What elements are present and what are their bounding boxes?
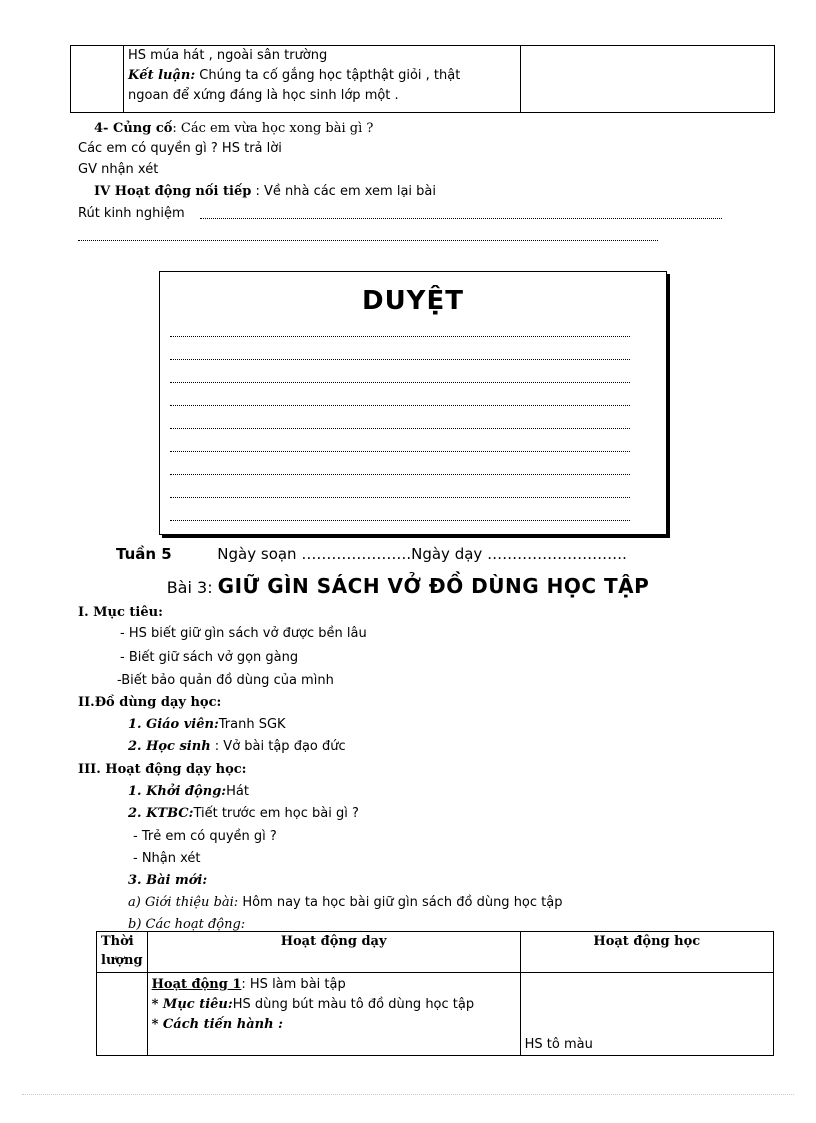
goal-line <box>152 995 516 1015</box>
warmup-label: 1. Khởi động: <box>128 784 227 799</box>
learning-cell <box>520 973 773 1056</box>
prep-date-dots: ………………… <box>301 545 407 563</box>
goal-label: * Mục tiêu: <box>151 997 233 1012</box>
week-line <box>116 545 627 563</box>
teaching-cell <box>147 973 520 1056</box>
activity1-text: : HS làm bài tập <box>241 977 346 992</box>
page-footer-rule <box>22 1094 794 1095</box>
consolidation-line-3: GV nhận xét <box>78 162 159 177</box>
goal-text: HS dùng bút màu tô đồ dùng học tập <box>232 997 475 1012</box>
teach-date-dots: ………………………. <box>487 545 627 563</box>
teach-date-label: .Ngày dạy <box>406 545 483 563</box>
intro-line <box>128 895 562 911</box>
new-lesson-heading: 3. Bài mới: <box>128 873 208 888</box>
time-cell <box>71 46 124 113</box>
table-header-row <box>97 932 774 973</box>
student-label: 2. Học sinh <box>128 739 211 754</box>
follow-up-line <box>94 184 436 200</box>
time-cell <box>97 973 148 1056</box>
consolidation-line <box>94 121 373 137</box>
approval-dots <box>170 428 630 429</box>
teacher-material <box>128 717 286 733</box>
learning-cell <box>521 46 775 113</box>
conclusion-text: Chúng ta cố gắng học tậpthật giỏi , thật <box>195 68 461 83</box>
teacher-label: 1. Giáo viên: <box>128 717 219 732</box>
approval-dots <box>170 382 630 383</box>
sub-activities-heading: b) Các hoạt động: <box>128 917 246 932</box>
experience-dots <box>200 218 722 219</box>
approval-dots <box>170 405 630 406</box>
consolidation-text: : Các em vừa học xong bài gì ? <box>172 121 374 136</box>
activity1-label: Hoạt động 1 <box>151 977 242 992</box>
lesson-title <box>0 574 816 598</box>
student-action: HS tô màu <box>524 1037 593 1052</box>
review-question: - Trẻ em có quyền gì ? <box>133 829 277 844</box>
week-label: Tuần 5 <box>116 545 172 563</box>
experience-label: Rút kinh nghiệm <box>78 206 185 221</box>
column-header-teaching: Hoạt động dạy <box>147 932 520 973</box>
lesson-plan-table <box>96 931 774 1056</box>
top-table <box>70 45 775 113</box>
review-question: - Nhận xét <box>133 851 201 866</box>
column-header-learning: Hoạt động học <box>520 932 773 973</box>
conclusion-label: Kết luận: <box>128 68 196 83</box>
activity-line: HS múa hát , ngoài sân trường <box>128 48 328 63</box>
objective-item: - Biết giữ sách vở gọn gàng <box>120 650 299 665</box>
approval-title: DUYỆT <box>361 286 465 316</box>
table-row <box>71 46 775 113</box>
teaching-cell <box>124 46 521 113</box>
method-label: * Cách tiến hành : <box>151 1017 283 1032</box>
approval-dots <box>170 336 630 337</box>
approval-dots <box>170 451 630 452</box>
lesson-prefix: Bài 3: <box>166 578 218 597</box>
table-row <box>97 973 774 1056</box>
teacher-text: Tranh SGK <box>218 717 286 732</box>
student-material <box>128 739 346 755</box>
activities-heading: III. Hoạt động dạy học: <box>78 762 247 777</box>
prep-date-label: Ngày soạn <box>217 545 297 563</box>
student-text: : Vở bài tập đạo đức <box>210 739 346 754</box>
objective-item: -Biết bảo quản đồ dùng của mình <box>117 673 334 688</box>
objective-item: - HS biết giữ gìn sách vở được bền lâu <box>120 626 367 641</box>
follow-up-label: IV Hoạt động nối tiếp <box>94 184 252 199</box>
intro-text: Hôm nay ta học bài giữ gìn sách đồ dùng học tập <box>238 895 563 910</box>
objectives-heading: I. Mục tiêu: <box>78 605 163 620</box>
review-label: 2. KTBC: <box>128 806 194 821</box>
lesson-name: GIỮ GÌN SÁCH VỞ ĐỒ DÙNG HỌC TẬP <box>217 574 650 598</box>
experience-dots-2 <box>78 240 658 241</box>
warmup-line <box>128 784 249 800</box>
approval-dots <box>170 497 630 498</box>
activity1-line <box>152 975 516 995</box>
consolidation-line-2: Các em có quyền gì ? HS trả lời <box>78 141 282 156</box>
approval-dots <box>170 520 630 521</box>
review-line <box>128 806 359 822</box>
approval-dots <box>170 359 630 360</box>
intro-label: a) Giới thiệu bài: <box>128 895 239 910</box>
approval-dots <box>170 474 630 475</box>
follow-up-text: : Về nhà các em xem lại bài <box>251 184 437 199</box>
conclusion-line-2: ngoan để xứng đáng là học sinh lớp một . <box>128 88 399 103</box>
consolidation-label: 4- Củng cố <box>94 121 173 136</box>
approval-box <box>159 271 667 535</box>
conclusion-line <box>128 66 516 86</box>
materials-heading: II.Đồ dùng dạy học: <box>78 695 222 710</box>
warmup-text: Hát <box>226 784 249 799</box>
column-header-time: Thời lượng <box>97 932 148 973</box>
review-text: Tiết trước em học bài gì ? <box>193 806 359 821</box>
